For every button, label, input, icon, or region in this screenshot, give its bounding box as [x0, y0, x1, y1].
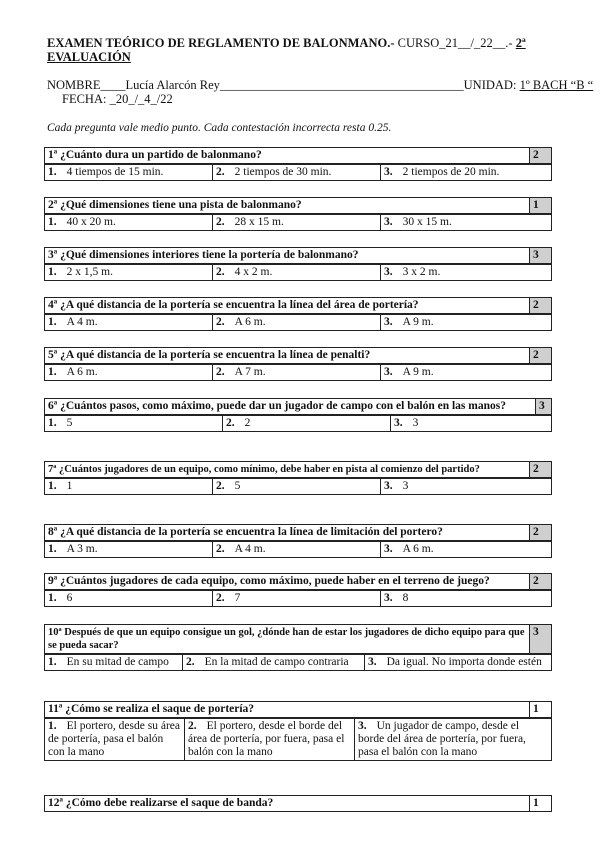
question-title: 6ª ¿Cuántos pasos, como máximo, puede dar un jugador de campo con el balón en las manos?	[45, 399, 536, 416]
question-8	[44, 524, 552, 558]
question-10	[44, 624, 552, 671]
option-1[interactable]: 1. A 6 m.	[45, 364, 213, 381]
option-2[interactable]: 2. 28 x 15 m.	[213, 214, 381, 231]
option-1[interactable]: 1. En su mitad de campo	[45, 654, 183, 671]
option-1[interactable]: 1. A 3 m.	[45, 541, 213, 558]
date-label: FECHA:	[62, 92, 107, 106]
question-title: 9ª ¿Cuántos jugadores de cada equipo, como máximo, puede haber en el terreno de juego?	[45, 574, 530, 591]
option-3[interactable]: 3. 3	[381, 478, 552, 495]
exam-title-text: EXAMEN TEÓRICO DE REGLAMENTO DE BALONMANO.-	[47, 36, 395, 50]
question-6	[44, 398, 552, 432]
option-3[interactable]: 3. 3 x 2 m.	[381, 264, 552, 281]
student-name-line	[47, 78, 594, 92]
option-3[interactable]: 3. A 6 m.	[381, 541, 552, 558]
answer-box[interactable]: 2	[530, 148, 552, 165]
answer-box[interactable]: 2	[530, 525, 552, 542]
question-7	[44, 461, 552, 495]
question-title: 3ª ¿Qué dimensiones interiores tiene la portería de balonmano?	[45, 248, 530, 265]
option-3[interactable]: 3. Un jugador de campo, desde el borde del área de portería, por fuera, pasa el balón con la mano	[355, 718, 552, 761]
unit-value: 1º BACH “B “	[519, 78, 594, 92]
exam-title	[47, 36, 562, 64]
answer-box[interactable]: 1	[530, 796, 552, 812]
question-title: 7ª ¿Cuántos jugadores de un equipo, como mínimo, debe haber en pista al comienzo del partido?	[45, 462, 530, 479]
question-title: 12ª ¿Cómo debe realizarse el saque de banda?	[45, 796, 530, 812]
option-2[interactable]: 2. 4 x 2 m.	[213, 264, 381, 281]
option-2[interactable]: 2. En la mitad de campo contraria	[183, 654, 365, 671]
question-12	[44, 795, 552, 812]
option-1[interactable]: 1. 6	[45, 590, 213, 607]
question-title: 10ª Después de que un equipo consigue un gol, ¿dónde han de estar los jugadores de dicho equipo para que se pueda sacar?	[45, 625, 530, 655]
date-line	[62, 92, 173, 107]
option-2[interactable]: 2. A 4 m.	[213, 541, 381, 558]
answer-box[interactable]: 2	[530, 348, 552, 365]
option-3[interactable]: 3. 2 tiempos de 20 min.	[381, 164, 552, 181]
option-1[interactable]: 1. 1	[45, 478, 213, 495]
answer-box[interactable]: 1	[530, 702, 552, 719]
evaluation-number: 2ª	[515, 36, 526, 50]
option-1[interactable]: 1. 40 x 20 m.	[45, 214, 213, 231]
option-3[interactable]: 3. 8	[381, 590, 552, 607]
question-9	[44, 573, 552, 607]
option-2[interactable]: 2. A 7 m.	[213, 364, 381, 381]
answer-box[interactable]: 2	[530, 462, 552, 479]
name-label: NOMBRE	[47, 78, 101, 92]
question-title: 1ª ¿Cuánto dura un partido de balonmano?	[45, 148, 530, 165]
question-2	[44, 197, 552, 231]
option-1[interactable]: 1. A 4 m.	[45, 314, 213, 331]
question-3	[44, 247, 552, 281]
answer-box[interactable]: 2	[530, 574, 552, 591]
option-3[interactable]: 3. A 9 m.	[381, 364, 552, 381]
option-1[interactable]: 1. 2 x 1,5 m.	[45, 264, 213, 281]
answer-box[interactable]: 3	[530, 248, 552, 265]
option-3[interactable]: 3. Da igual. No importa donde estén	[365, 654, 552, 671]
unit-label: UNIDAD:	[463, 78, 517, 92]
question-4	[44, 297, 552, 331]
answer-box[interactable]: 2	[530, 298, 552, 315]
course-field: CURSO_21__/_22__.-	[397, 36, 513, 50]
option-2[interactable]: 2. 2	[223, 415, 391, 432]
option-3[interactable]: 3. 30 x 15 m.	[381, 214, 552, 231]
option-2[interactable]: 2. 2 tiempos de 30 min.	[213, 164, 381, 181]
option-3[interactable]: 3. 3	[391, 415, 552, 432]
option-2[interactable]: 2. 7	[213, 590, 381, 607]
date-value: _20_/_4_/22	[109, 92, 173, 106]
question-11	[44, 701, 552, 761]
answer-box[interactable]: 3	[530, 625, 552, 655]
question-title: 2ª ¿Qué dimensiones tiene una pista de balonmano?	[45, 198, 530, 215]
answer-box[interactable]: 1	[530, 198, 552, 215]
answer-box[interactable]: 3	[536, 399, 552, 416]
question-title: 4ª ¿A qué distancia de la portería se encuentra la línea del área de portería?	[45, 298, 530, 315]
name-value: ____Lucía Alarcón Rey_______________________________________	[100, 78, 464, 92]
option-1[interactable]: 1. 5	[45, 415, 223, 432]
question-title: 8ª ¿A qué distancia de la portería se encuentra la línea de limitación del portero?	[45, 525, 530, 542]
question-title: 11ª ¿Cómo se realiza el saque de portería?	[45, 702, 530, 719]
question-1	[44, 147, 552, 181]
instructions: Cada pregunta vale medio punto. Cada contestación incorrecta resta 0.25.	[47, 122, 392, 134]
question-title: 5ª ¿A qué distancia de la portería se encuentra la línea de penalti?	[45, 348, 530, 365]
option-3[interactable]: 3. A 9 m.	[381, 314, 552, 331]
option-1[interactable]: 1. 4 tiempos de 15 min.	[45, 164, 213, 181]
option-1[interactable]: 1. El portero, desde su área de portería, pasa el balón con la mano	[45, 718, 185, 761]
option-2[interactable]: 2. 5	[213, 478, 381, 495]
option-2[interactable]: 2. El portero, desde el borde del área de portería, por fuera, pasa el balón con la mano	[185, 718, 355, 761]
option-2[interactable]: 2. A 6 m.	[213, 314, 381, 331]
evaluation-label: EVALUACIÓN	[47, 50, 131, 64]
question-5	[44, 347, 552, 381]
